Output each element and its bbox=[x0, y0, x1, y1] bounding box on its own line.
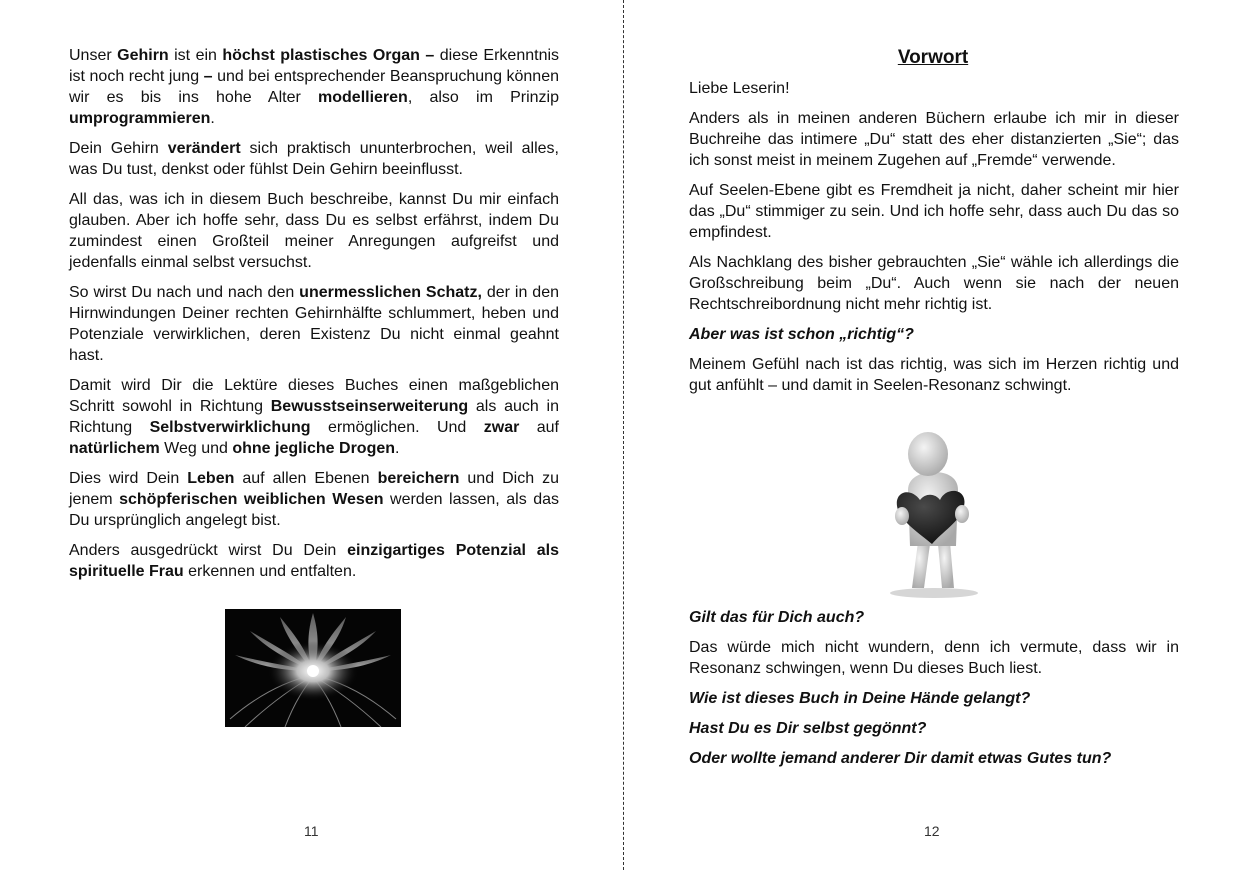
paragraph bbox=[69, 468, 559, 531]
bold-text: einzigartiges Potenzial als spirituelle Frau bbox=[69, 542, 560, 580]
text-run: Anders ausgedrückt wirst Du Dein bbox=[69, 542, 348, 559]
paragraph bbox=[69, 282, 559, 366]
bold-text: höchst plastisches Organ – bbox=[222, 47, 435, 64]
text-run: der in den Hirnwindungen Deiner rechten Gehirnhälfte schlummert, heben und Potenziale verwirklichen, deren Existenz Du nicht einmal geahnt hast. bbox=[69, 284, 560, 364]
right-page-text-lower bbox=[689, 607, 1179, 778]
text-run: Damit wird Dir die Lektüre dieses Buches einen maßgeblichen Schritt sowohl in Richtung bbox=[69, 377, 559, 415]
text-run: ist ein bbox=[168, 47, 223, 64]
text-run: sich praktisch ununterbrochen, weil alles, was Du tust, denkst oder fühlst Dein Gehirn beeinflusst. bbox=[69, 140, 559, 178]
text-run: ermöglichen. Und bbox=[310, 419, 484, 436]
bold-text: umprogrammieren bbox=[69, 110, 211, 127]
text-run: als auch in Richtung bbox=[69, 398, 560, 436]
question: Oder wollte jemand anderer Dir damit etwas Gutes tun? bbox=[689, 750, 1112, 767]
greeting: Liebe Leserin! bbox=[689, 80, 790, 97]
text-run: und bei entsprechender Beanspruchung können wir es bis ins hohe Alter bbox=[69, 68, 560, 106]
paragraph bbox=[69, 189, 559, 273]
text-run: Dein Gehirn bbox=[69, 140, 168, 157]
paragraph: Anders als in meinen anderen Büchern erlaube ich mir in dieser Buchreihe das intimere „Du“ statt des eher distanzierten „Sie“; das ich sonst meist in meinem Zugehen auf „Fremde“ verwende. bbox=[689, 110, 1179, 169]
bold-text: ohne jegliche Drogen bbox=[232, 440, 396, 457]
bold-text: unermesslichen Schatz, bbox=[299, 284, 482, 301]
paragraph: Meinem Gefühl nach ist das richtig, was sich im Herzen richtig und gut anfühlt – und damit in Seelen-Resonanz schwingt. bbox=[689, 356, 1179, 394]
text-run: Dies wird Dein bbox=[69, 470, 188, 487]
question: Aber was ist schon „richtig“? bbox=[689, 326, 914, 343]
figure-holding-heart-image bbox=[880, 430, 988, 598]
bold-text: natürlichem bbox=[69, 440, 160, 457]
text-run: . bbox=[210, 110, 215, 127]
page-number: 12 bbox=[924, 823, 940, 839]
text-run: auf allen Ebenen bbox=[234, 470, 378, 487]
text-run: erkennen und entfalten. bbox=[183, 563, 357, 580]
text-run: auf bbox=[519, 419, 559, 436]
text-run: Weg und bbox=[159, 440, 233, 457]
bold-text: Gehirn bbox=[117, 47, 169, 64]
text-run: Unser bbox=[69, 47, 118, 64]
paragraph: Auf Seelen-Ebene gibt es Fremdheit ja nicht, daher scheint mir hier das „Du“ stimmiger zu sein. Und ich hoffe sehr, dass auch Du das so empfindest. bbox=[689, 182, 1179, 241]
bold-text: modellieren bbox=[318, 89, 408, 106]
bold-text: verändert bbox=[167, 140, 241, 157]
right-page-text bbox=[689, 78, 1179, 405]
bold-text: Leben bbox=[187, 470, 235, 487]
text-run: , also im Prinzip bbox=[407, 89, 559, 106]
page-divider bbox=[623, 0, 624, 870]
paragraph bbox=[69, 138, 559, 180]
bold-text: Bewusstseinserweiterung bbox=[270, 398, 469, 415]
text-run: werden lassen, als das Du ursprünglich angelegt bist. bbox=[69, 491, 560, 529]
right-page bbox=[625, 0, 1241, 870]
bold-text: bereichern bbox=[377, 470, 460, 487]
bold-text: Selbstverwirklichung bbox=[149, 419, 311, 436]
text-run: . bbox=[395, 440, 400, 457]
bold-text: – bbox=[203, 68, 213, 85]
text-run: und Dich zu jenem bbox=[69, 470, 560, 508]
bold-text: zwar bbox=[483, 419, 520, 436]
flower-light-image bbox=[225, 609, 401, 727]
question: Gilt das für Dich auch? bbox=[689, 609, 865, 626]
paragraph bbox=[69, 540, 559, 582]
paragraph bbox=[69, 45, 559, 129]
paragraph bbox=[69, 375, 559, 459]
left-page-text bbox=[69, 45, 559, 591]
paragraph: Als Nachklang des bisher gebrauchten „Sie“ wähle ich allerdings die Großschreibung beim „Du“. Auch wenn sie nach der neuen Rechtschreibordnung nicht mehr richtig ist. bbox=[689, 254, 1179, 313]
text-run: diese Erkenntnis ist noch recht jung bbox=[69, 47, 560, 85]
page-number: 11 bbox=[304, 823, 319, 839]
paragraph: Das würde mich nicht wundern, denn ich vermute, dass wir in Resonanz schwingen, wenn Du dieses Buch liest. bbox=[689, 639, 1179, 677]
question: Hast Du es Dir selbst gegönnt? bbox=[689, 720, 927, 737]
text-run: So wirst Du nach und nach den bbox=[69, 284, 300, 301]
text-run: All das, was ich in diesem Buch beschreibe, kannst Du mir einfach glauben. Aber ich hoffe sehr, dass Du es selbst erfährst, indem Du zumindest einen Großteil meiner Anregungen aufgreifst und jedenfalls einmal selbst versuchst. bbox=[69, 191, 559, 271]
question: Wie ist dieses Buch in Deine Hände gelangt? bbox=[689, 690, 1031, 707]
bold-text: schöpferischen weiblichen Wesen bbox=[119, 491, 384, 508]
page-title: Vorwort bbox=[897, 47, 969, 68]
